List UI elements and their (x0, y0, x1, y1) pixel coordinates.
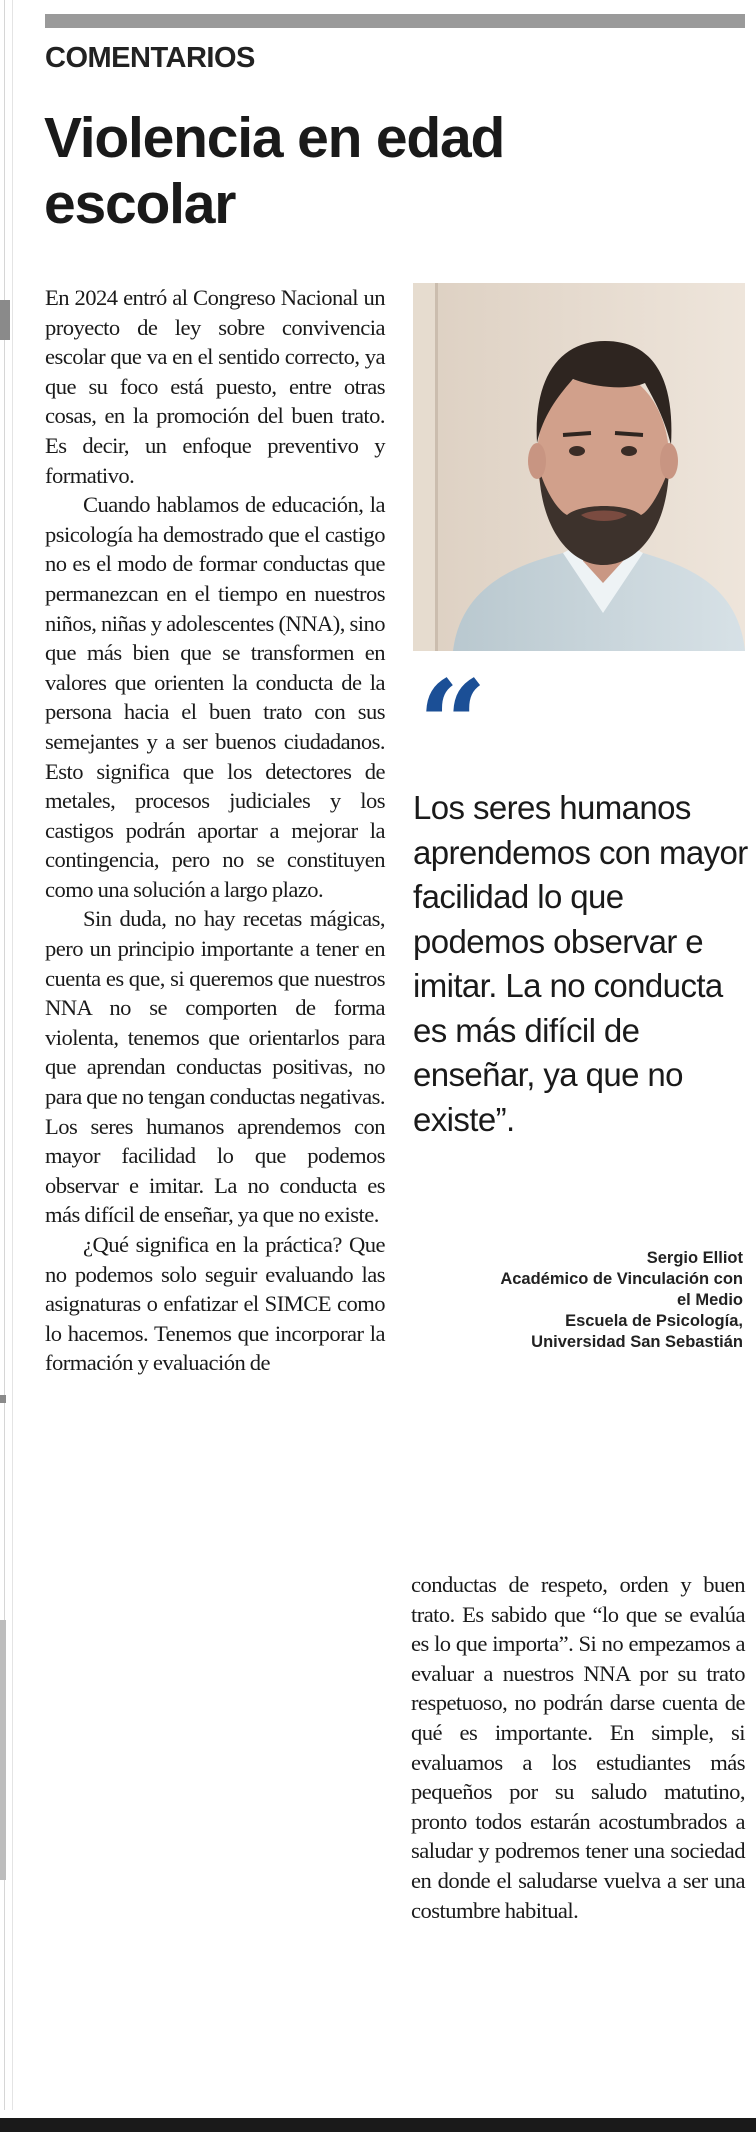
byline (413, 1248, 743, 1353)
top-rule (45, 14, 745, 28)
edge-mark (0, 1395, 6, 1403)
author-university: Universidad San Sebastián (531, 1333, 743, 1351)
author-role: Académico de Vinculación con (500, 1270, 743, 1288)
author-school: Escuela de Psicología, (565, 1312, 743, 1330)
paragraph-3: Sin duda, no hay recetas mágicas, pero un principio importante a tener en cuenta es que, si queremos que nuestros NNA no se comporten de forma violenta, tenemos que orientarlos para que aprendan conductas positivas, no para que no tengan conductas negativas. Los seres humanos aprendemos con mayor facilidad lo que podemos observar e imitar. La no conducta es más difícil de enseñar, ya que no existe. (45, 906, 385, 1228)
page-edge-rule-inner (12, 0, 13, 2110)
author-photo (413, 283, 745, 651)
section-label: COMENTARIOS (45, 42, 255, 74)
headline-line-2: escolar (44, 172, 236, 236)
author-name: Sergio Elliot (646, 1249, 743, 1267)
edge-mark (0, 300, 10, 340)
paragraph-1: En 2024 entró al Congreso Nacional un proyecto de ley sobre convivencia escolar que va en el sentido correcto, ya que su foco está puesto, entre otras cosas, en la promoción del buen trato. Es decir, un enfoque preventivo y formativo. (45, 285, 385, 488)
author-role-cont: el Medio (676, 1291, 743, 1309)
bottom-rule (0, 2118, 756, 2132)
article-column-left (45, 283, 385, 1378)
headline-line-1: Violencia en edad (44, 106, 505, 170)
quote-mark-icon: “ (418, 654, 488, 795)
paragraph-2: Cuando hablamos de educación, la psicología ha demostrado que el castigo no es el modo de formar conductas que permanezcan en el tiempo en nuestros niños, niñas y adolescentes (NNA), sino que más bien que se transformen en valores que orienten la conducta de la persona hacia el buen trato con sus semejantes y a ser buenos ciudadanos. Esto significa que los detectores de metales, procesos judiciales y los castigos podrán aportar a mejorar la contingencia, pero no se constituyen como una solución a largo plazo. (45, 492, 385, 902)
pull-quote: Los seres humanos aprendemos con mayor facilidad lo que podemos observar e imitar. La no conducta es más difícil de enseñar, ya que no existe”. (413, 789, 748, 1138)
paragraph-4: ¿Qué significa en la práctica? Que no podemos solo seguir evaluando las asignaturas o enfatizar el SIMCE como lo hacemos. Tenemos que incorporar la formación y evaluación de (45, 1232, 385, 1376)
headline (44, 105, 724, 237)
paragraph-5: conductas de respeto, orden y buen trato. Es sabido que “lo que se evalúa es lo que importa”. Si no empezamos a evaluar a nuestros NNA por su trato respetuoso, no podrán darse cuenta de qué es importante. En simple, si evaluamos a los estudiantes más pequeños por su saludo matutino, pronto todos estarán acostumbrados a saludar y podremos tener una sociedad en donde el saludarse vuelva a ser una costumbre habitual. (411, 1572, 745, 1923)
article-column-right (411, 1570, 745, 1925)
edge-mark (0, 1620, 6, 1880)
